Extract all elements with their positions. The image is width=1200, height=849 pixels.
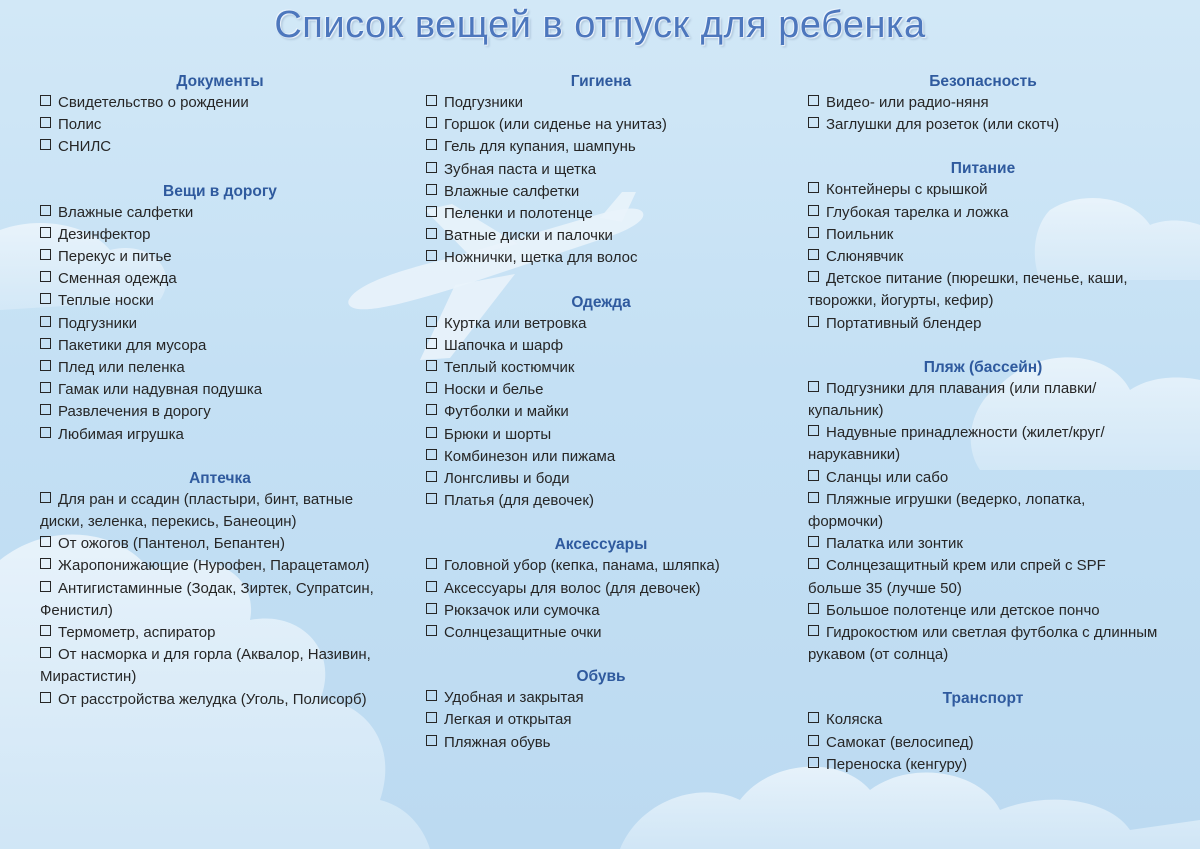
checkbox-icon[interactable] — [808, 625, 819, 636]
checkbox-icon[interactable] — [40, 227, 51, 238]
checkbox-icon[interactable] — [40, 692, 51, 703]
checkbox-icon[interactable] — [40, 427, 51, 438]
page-title: Список вещей в отпуск для ребенка — [274, 4, 926, 46]
checklist-item[interactable]: Рюкзачок или сумочка — [426, 600, 776, 622]
checkbox-icon[interactable] — [808, 271, 819, 282]
section-documents — [40, 72, 400, 159]
section-title: Пляж (бассейн) — [923, 358, 1043, 376]
checklist-item[interactable]: От насморка и для горла (Аквалор, Називин, Мирастистин) — [40, 646, 371, 686]
checkbox-icon[interactable] — [40, 581, 51, 592]
checkbox-icon[interactable] — [426, 493, 437, 504]
checklist-item[interactable]: Горшок (или сиденье на унитаз) — [426, 114, 776, 136]
section-transport — [808, 689, 1158, 776]
checkbox-icon[interactable] — [426, 338, 437, 349]
checklist-item[interactable]: Видео- или радио-няня — [808, 92, 1158, 114]
checklist-item[interactable]: Самокат (велосипед) — [808, 732, 1158, 754]
section-footwear — [426, 667, 776, 754]
checklist-item[interactable]: Теплый костюмчик — [426, 357, 776, 379]
checkbox-icon[interactable] — [40, 205, 51, 216]
checklist-item[interactable]: Зубная паста и щетка — [426, 159, 776, 181]
checklist-item[interactable]: Брюки и шорты — [426, 424, 776, 446]
checkbox-icon[interactable] — [426, 625, 437, 636]
checkbox-icon[interactable] — [426, 228, 437, 239]
checklist-item[interactable]: Заглушки для розеток (или скотч) — [808, 114, 1158, 136]
section-beach — [808, 358, 1158, 667]
checklist-item[interactable]: Влажные салфетки — [426, 181, 776, 203]
checklist-item[interactable]: От расстройства желудка (Уголь, Полисорб) — [40, 689, 400, 711]
checklist-item[interactable]: Термометр, аспиратор — [40, 622, 400, 644]
checklist-item[interactable]: Большое полотенце или детское пончо — [808, 600, 1158, 622]
checkbox-icon[interactable] — [426, 184, 437, 195]
checkbox-icon[interactable] — [808, 757, 819, 768]
checklist-item[interactable]: Портативный блендер — [808, 313, 1158, 335]
checkbox-icon[interactable] — [40, 316, 51, 327]
checklist-item[interactable]: Дезинфектор — [40, 224, 400, 246]
checkbox-icon[interactable] — [426, 139, 437, 150]
checklist-item[interactable]: Футболки и майки — [426, 401, 776, 423]
section-food — [808, 159, 1158, 334]
checkbox-icon[interactable] — [40, 492, 51, 503]
checklist-item[interactable]: Солнцезащитный крем или спрей с SPF больше 35 (лучше 50) — [808, 557, 1106, 597]
checklist-item[interactable]: Аксессуары для волос (для девочек) — [426, 578, 776, 600]
checklist-item[interactable]: Подгузники — [426, 92, 776, 114]
checkbox-icon[interactable] — [808, 95, 819, 106]
checkbox-icon[interactable] — [40, 95, 51, 106]
checkbox-icon[interactable] — [40, 139, 51, 150]
checklist-item[interactable]: Головной убор (кепка, панама, шляпка) — [426, 555, 776, 577]
checkbox-icon[interactable] — [426, 95, 437, 106]
checkbox-icon[interactable] — [808, 117, 819, 128]
checkbox-icon[interactable] — [40, 647, 51, 658]
checkbox-icon[interactable] — [426, 471, 437, 482]
checklist-item[interactable]: Гамак или надувная подушка — [40, 379, 400, 401]
section-title: Безопасность — [929, 73, 1037, 90]
checkbox-icon[interactable] — [426, 382, 437, 393]
checklist-item[interactable]: Удобная и закрытая — [426, 687, 776, 709]
checklist-item[interactable]: Поильник — [808, 224, 1158, 246]
column-middle — [426, 72, 776, 777]
checklist-item[interactable]: От ожогов (Пантенол, Бепантен) — [40, 533, 400, 555]
checkbox-icon[interactable] — [40, 404, 51, 415]
checklist-item[interactable]: Ножнички, щетка для волос — [426, 247, 776, 269]
checkbox-icon[interactable] — [808, 470, 819, 481]
section-title: Аптечка — [189, 469, 251, 487]
section-travel-items — [40, 182, 400, 446]
checklist-item[interactable]: Развлечения в дорогу — [40, 401, 400, 423]
checkbox-icon[interactable] — [40, 558, 51, 569]
checkbox-icon[interactable] — [426, 581, 437, 592]
checkbox-icon[interactable] — [808, 227, 819, 238]
checklist-item[interactable]: Лонгсливы и боди — [426, 468, 776, 490]
section-clothing — [426, 293, 776, 513]
checkbox-icon[interactable] — [40, 625, 51, 636]
checkbox-icon[interactable] — [426, 117, 437, 128]
checkbox-icon[interactable] — [808, 735, 819, 746]
section-title: Гигиена — [570, 73, 632, 90]
checkbox-icon[interactable] — [40, 536, 51, 547]
section-title: Вещи в дорогу — [163, 182, 277, 200]
checklist-item[interactable]: Солнцезащитные очки — [426, 622, 776, 644]
checklist-item[interactable]: Для ран и ссадин (пластыри, бинт, ватные диски, зеленка, перекись, Банеоцин) — [40, 490, 354, 531]
checkbox-icon[interactable] — [808, 603, 819, 614]
section-title: Питание — [950, 160, 1016, 178]
checklist-item[interactable]: Слюнявчик — [808, 246, 1158, 268]
checkbox-icon[interactable] — [808, 558, 819, 569]
section-accessories — [426, 535, 776, 644]
checklist-item[interactable]: Куртка или ветровка — [426, 313, 776, 335]
section-safety — [808, 72, 1158, 136]
checklist-item[interactable]: Контейнеры с крышкой — [808, 179, 1158, 201]
checkbox-icon[interactable] — [808, 425, 819, 436]
checklist-item[interactable]: Комбинезон или пижама — [426, 446, 776, 468]
checklist-item[interactable]: Пакетики для мусора — [40, 335, 400, 357]
checklist-item[interactable]: Плед или пеленка — [40, 357, 400, 379]
checkbox-icon[interactable] — [426, 316, 437, 327]
checklist-item[interactable]: Подгузники — [40, 313, 400, 335]
checkbox-icon[interactable] — [426, 690, 437, 701]
checklist-item[interactable]: Ватные диски и палочки — [426, 225, 776, 247]
checklist-item[interactable]: Жаропонижающие (Нурофен, Парацетамол) — [40, 555, 400, 577]
checkbox-icon[interactable] — [808, 182, 819, 193]
checkbox-icon[interactable] — [426, 360, 437, 371]
checklist-item[interactable]: Коляска — [808, 709, 1158, 731]
checklist-item[interactable]: Детское питание (пюрешки, печенье, каши, творожки, йогурты, кефир) — [808, 270, 1128, 310]
checkbox-icon[interactable] — [808, 316, 819, 327]
checklist-item[interactable]: Пляжные игрушки (ведерко, лопатка, формочки) — [808, 490, 1086, 531]
checkbox-icon[interactable] — [426, 206, 437, 217]
checklist-item[interactable]: Легкая и открытая — [426, 709, 776, 731]
column-left — [40, 72, 400, 734]
checkbox-icon[interactable] — [426, 162, 437, 173]
checkbox-icon[interactable] — [426, 449, 437, 460]
section-title: Одежда — [571, 293, 631, 311]
checklist-item[interactable]: Шапочка и шарф — [426, 335, 776, 357]
checkbox-icon[interactable] — [808, 712, 819, 723]
section-first-aid — [40, 469, 400, 711]
checklist-item[interactable]: Переноска (кенгуру) — [808, 754, 1158, 776]
checklist-item[interactable]: Любимая игрушка — [40, 424, 400, 446]
checklist-item[interactable]: Гель для купания, шампунь — [426, 136, 776, 158]
checklist-item[interactable]: Влажные салфетки — [40, 202, 400, 224]
checklist-item[interactable]: Полис — [40, 114, 400, 136]
checkbox-icon[interactable] — [426, 404, 437, 415]
checklist-item[interactable]: Антигистаминные (Зодак, Зиртек, Супратсин, Фенистил) — [40, 579, 374, 619]
checkbox-icon[interactable] — [808, 492, 819, 503]
checkbox-icon[interactable] — [40, 338, 51, 349]
checkbox-icon[interactable] — [426, 427, 437, 438]
checkbox-icon[interactable] — [40, 117, 51, 128]
checkbox-icon[interactable] — [426, 735, 437, 746]
checklist-item[interactable]: Подгузники для плавания (или плавки/купальник) — [808, 379, 1097, 420]
checklist-item[interactable]: Надувные принадлежности (жилет/круг/нарукавники) — [808, 424, 1105, 464]
checklist-item[interactable]: Свидетельство о рождении — [40, 92, 400, 114]
section-title: Документы — [176, 73, 264, 90]
checkbox-icon[interactable] — [808, 536, 819, 547]
checklist-item[interactable]: Глубокая тарелка и ложка — [808, 202, 1158, 224]
checkbox-icon[interactable] — [426, 603, 437, 614]
checklist-item[interactable]: Сланцы или сабо — [808, 467, 1158, 489]
checkbox-icon[interactable] — [40, 360, 51, 371]
checklist-item[interactable]: Носки и белье — [426, 379, 776, 401]
column-right — [808, 72, 1158, 799]
checklist-item[interactable]: Перекус и питье — [40, 246, 400, 268]
section-hygiene — [426, 72, 776, 270]
section-title: Транспорт — [942, 690, 1024, 708]
checkbox-icon[interactable] — [808, 249, 819, 260]
checklist-item[interactable]: Пеленки и полотенце — [426, 203, 776, 225]
checkbox-icon[interactable] — [426, 250, 437, 261]
checklist-item[interactable]: Гидрокостюм или светлая футболка с длинным рукавом (от солнца) — [808, 624, 1158, 664]
checklist-item[interactable]: Пляжная обувь — [426, 732, 776, 754]
section-title: Аксессуары — [554, 536, 648, 554]
checkbox-icon[interactable] — [808, 205, 819, 216]
checkbox-icon[interactable] — [40, 293, 51, 304]
checkbox-icon[interactable] — [40, 271, 51, 282]
checkbox-icon[interactable] — [426, 712, 437, 723]
checklist-item[interactable]: СНИЛС — [40, 136, 400, 158]
checkbox-icon[interactable] — [808, 381, 819, 392]
checkbox-icon[interactable] — [426, 558, 437, 569]
checklist-item[interactable]: Палатка или зонтик — [808, 533, 1158, 555]
checkbox-icon[interactable] — [40, 382, 51, 393]
checklist-item[interactable]: Теплые носки — [40, 290, 400, 312]
checklist-item[interactable]: Платья (для девочек) — [426, 490, 776, 512]
checkbox-icon[interactable] — [40, 249, 51, 260]
checklist-item[interactable]: Сменная одежда — [40, 268, 400, 290]
section-title: Обувь — [576, 668, 626, 686]
